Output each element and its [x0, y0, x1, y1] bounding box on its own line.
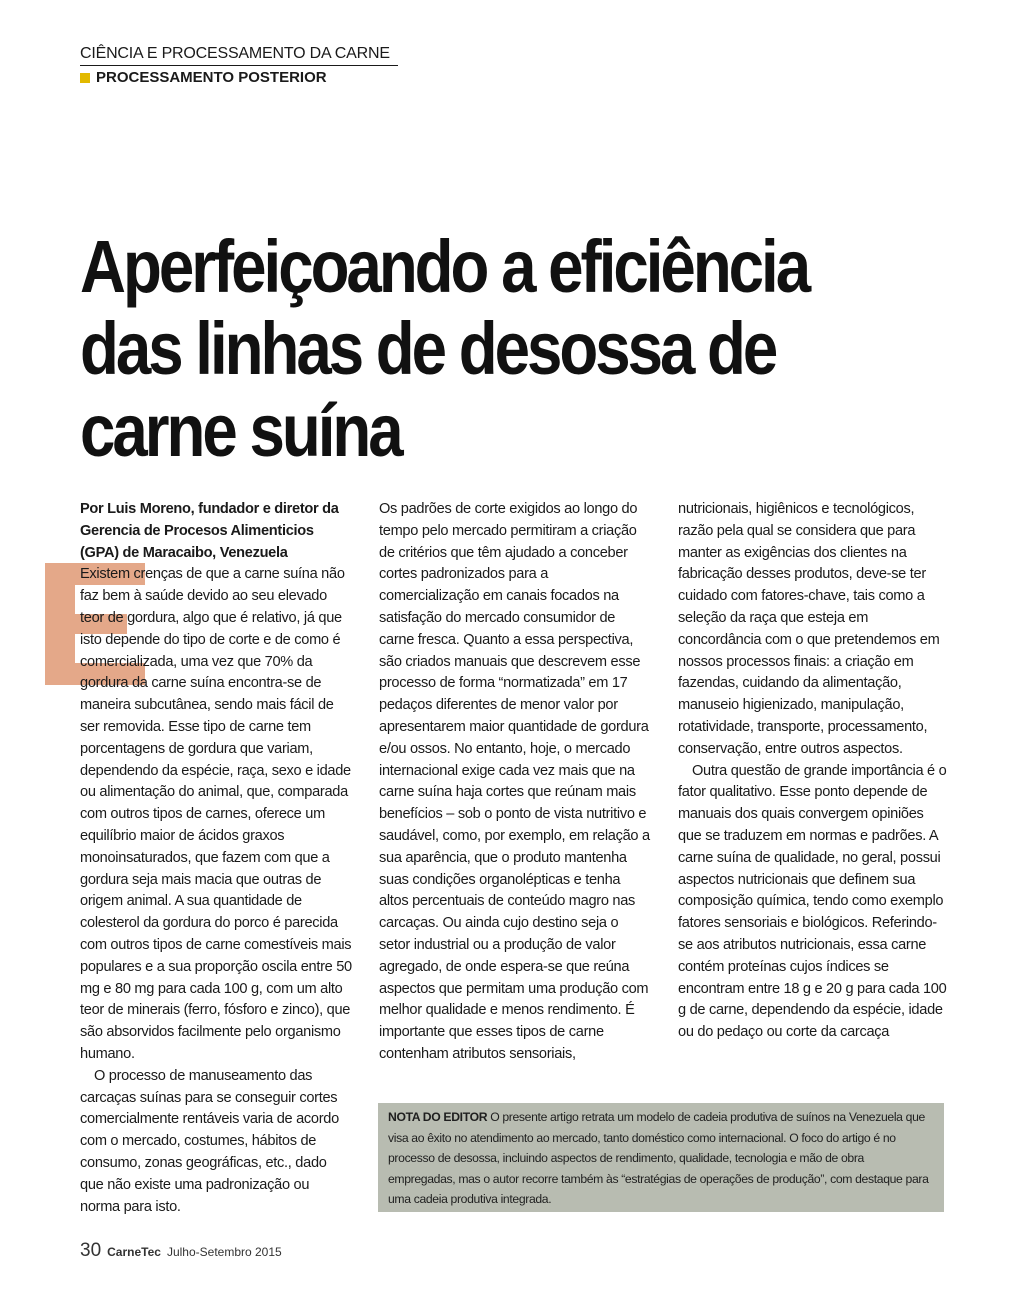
- editor-note-label: NOTA DO EDITOR: [388, 1110, 488, 1124]
- section-label: CIÊNCIA E PROCESSAMENTO DA CARNE: [80, 44, 398, 66]
- editor-note-text: O presente artigo retrata um modelo de cadeia produtiva de suínos na Venezuela que visa ao êxito no atendimento ao mercado, tanto doméstico como internacional. O foco do artigo é no processo de desossa, incluindo aspectos de rendimento, qualidade, tecnologia e mão de obra empregadas, mas o autor recorre também às “estratégias de operações de produção”, com destaque para uma cadeia produtiva integrada.: [388, 1110, 929, 1206]
- subsection-text: PROCESSAMENTO POSTERIOR: [96, 69, 327, 86]
- magazine-brand: CarneTec: [107, 1245, 161, 1259]
- column-3: [678, 499, 950, 1044]
- issue-date: Julho-Setembro 2015: [166, 1245, 282, 1259]
- paragraph: O processo de manuseamento das carcaças suínas para se conseguir cortes comercialmente rentáveis varia de acordo com o mercado, costumes, hábitos de consumo, zonas geográficas, etc., dado que não existe uma padronização ou norma para isto.: [80, 1067, 339, 1215]
- section-header: [80, 44, 398, 88]
- paragraph: Os padrões de corte exigidos ao longo do tempo pelo mercado permitiram a criação de critérios que têm ajudado a conceber cortes padronizados para a comercialização em canais focados na satisfação do mercado consumidor de carne fresca. Quanto a essa perspectiva, são criados manuais que descrevem esse processo de forma “normatizada” em 17 pedaços diferentes de menor valor por apresentarem maior quantidade de gordura e/ou ossos. No entanto, hoje, o mercado internacional exige cada vez mais que na carne suína haja cortes que reúnam mais benefícios – sob o ponto de vista nutritivo e saudável, como, por exemplo, em relação a sua aparência, que o produto mantenha suas condições organolépticas e tenha altos percentuais de conteúdo magro nas carcaças. Ou ainda cujo destino seja o setor industrial ou a produção de valor agregado, de onde espera-se que reúna aspectos que permitam uma produção com melhor qualidade e menos rendimento. É importante que esses tipos de carne contenham atributos sensoriais,: [379, 501, 650, 1062]
- yellow-square-icon: [80, 73, 90, 83]
- paragraph: nutricionais, higiênicos e tecnológicos, razão pela qual se considera que para manter as exigências dos clientes na fabricação desses produtos, deve-se ter cuidado com fatores-chave, tais como a seleção da raça que esteja em concordância com o que pretendemos em nossos processos finais: a criação em fazendas, cuidando da alimentação, manuseio higienizado, manipulação, rotatividade, transporte, processamento, conservação, entre outros aspectos.: [678, 501, 940, 757]
- title-line-1: Aperfeiçoando a eficiência: [80, 225, 809, 308]
- byline: Por Luis Moreno, fundador e diretor da Gerencia de Procesos Alimenticios (GPA) de Maracaibo, Venezuela: [80, 501, 339, 561]
- paragraph: Existem crenças de que a carne suína não faz bem à saúde devido ao seu elevado teor de gordura, algo que é relativo, já que isto depende do tipo de corte e de como é comercializada, uma vez que 70% da gordura da carne suína encontra-se de maneira subcutânea, sendo mais fácil de ser removida. Esse tipo de carne tem porcentagens de gordura que variam, dependendo da espécie, raça, sexo e idade ou alimentação do animal, que, comparada com outros tipos de carnes, oferece um equilíbrio maior de ácidos graxos monoinsaturados, que fazem com que a gordura seja mais macia que outras de origem animal. A sua quantidade de colesterol da gordura do porco é parecida com outros tipos de carne comestíveis mais populares e a sua proporção oscila entre 50 mg e 80 mg para cada 100 g, com um alto teor de minerais (ferro, fósforo e zinco), que são absorvidos facilmente pelo organismo humano.: [80, 566, 352, 1062]
- page-number: 30: [80, 1240, 102, 1261]
- column-2: [379, 499, 651, 1066]
- title-line-2: das linhas de desossa de: [80, 307, 776, 390]
- title-line-3: carne suína: [80, 389, 401, 472]
- column-1: [80, 499, 352, 1218]
- editor-note-box: [378, 1103, 944, 1212]
- subsection-label: [80, 68, 398, 88]
- article-title: [80, 226, 837, 472]
- page-footer: [80, 1240, 282, 1262]
- paragraph: Outra questão de grande importância é o fator qualitativo. Esse ponto depende de manuais dos quais convergem opiniões que se traduzem em normas e padrões. A carne suína de qualidade, no geral, possui aspectos nutricionais que definem sua composição química, tendo como exemplo fatores sensoriais e biológicos. Referindo-se aos atributos nutricionais, essa carne contém proteínas cujos índices se encontram entre 18 g e 20 g para cada 100 g de carne, dependendo da espécie, idade ou do pedaço ou corte da carcaça: [678, 762, 947, 1041]
